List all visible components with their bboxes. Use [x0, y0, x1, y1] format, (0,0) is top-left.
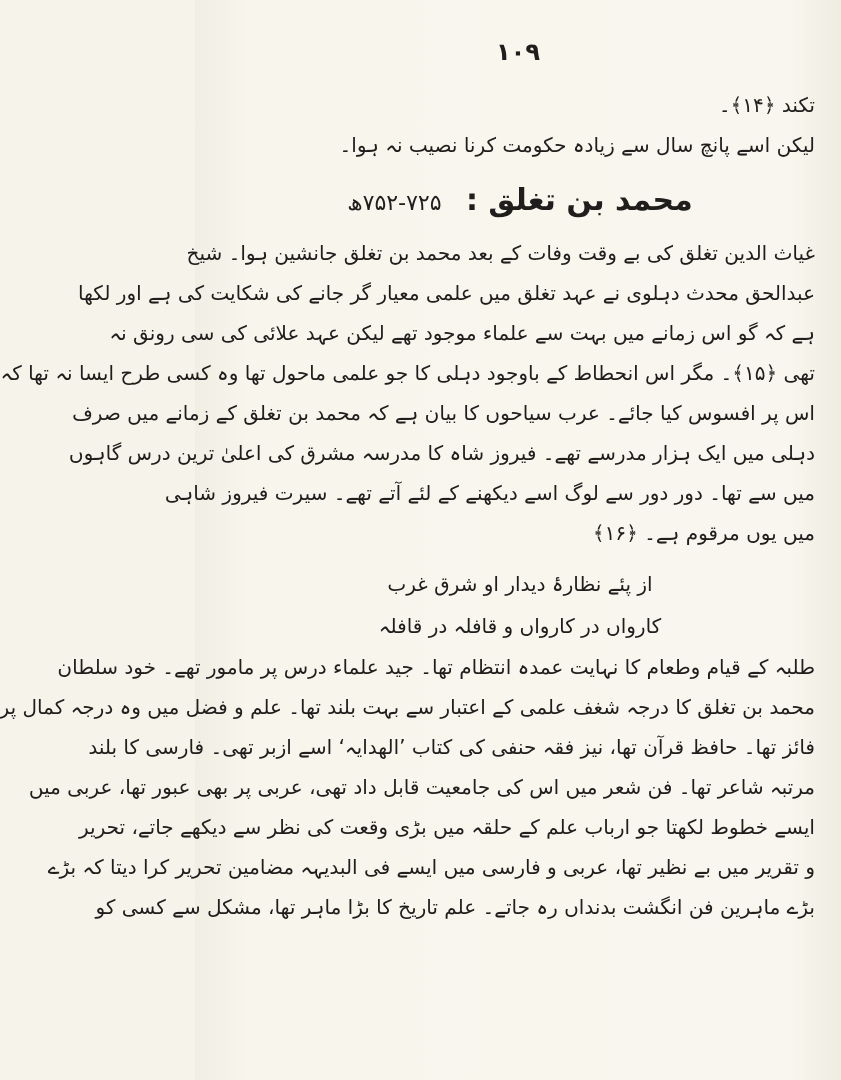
- page-number: ١٠٩: [496, 38, 540, 66]
- heading-title: محمد بن تغلق :: [465, 183, 693, 218]
- text-line: محمد بن تغلق کا درجہ شغف علمی کے اعتبار سے بہت بلند تھا۔ علم و فضل میں وہ درجہ کمال پر: [0, 695, 815, 719]
- text-line: میں سے تھا۔ دور دور سے لوگ اسے دیکھنے کے لئے آتے تھے۔ سیرت فیروز شاہی: [164, 481, 815, 505]
- text-line: فائز تھا۔ حافظ قرآن تھا، نیز فقہ حنفی کی کتاب ’الھدایہ‘ اسے ازبر تھی۔ فارسی کا بلند: [88, 735, 815, 759]
- text-line: عبدالحق محدث دہلوی نے عہد تغلق میں علمی معیار گر جانے کی شکایت کی ہے اور لکھا: [77, 281, 815, 305]
- section-heading: [225, 173, 815, 229]
- verse-line: از پئے نظارۂ دیدار او شرق غرب: [387, 572, 653, 596]
- text-line: بڑے ماہرین فن انگشت بدنداں رہ جاتے۔ علم تاریخ کا بڑا ماہر تھا، مشکل سے کسی کو: [95, 895, 815, 919]
- verse-line: کارواں در کارواں و قافلہ در قافلہ: [378, 614, 662, 638]
- text-line: ہے کہ گو اس زمانے میں بہت سے علماء موجود تھے لیکن عہد علائی کی سی رونق نہ: [109, 321, 815, 345]
- text-line: دہلی میں ایک ہزار مدرسے تھے۔ فیروز شاہ کا مدرسہ مشرق کی اعلیٰ ترین درس گاہوں: [68, 441, 815, 465]
- text-line: ایسے خطوط لکھتا جو ارباب علم کے حلقہ میں بڑی وقعت کی نظر سے دیکھے جاتے، تحریر: [79, 815, 815, 839]
- text-line: تکند ﴿۱۴﴾۔: [718, 93, 815, 117]
- heading-dates: ۷۲۵-۷۵۲ھ: [347, 191, 442, 216]
- text-line: تھی ﴿۱۵﴾۔ مگر اس انحطاط کے باوجود دہلی کا جو علمی ماحول تھا وہ کسی طرح ایسا نہ تھا کہ: [0, 361, 815, 385]
- text-line: لیکن اسے پانچ سال سے زیادہ حکومت کرنا نصیب نہ ہوا۔: [339, 133, 815, 157]
- verse-block: [225, 563, 815, 647]
- paragraph: [0, 647, 815, 927]
- text-line: مرتبہ شاعر تھا۔ فن شعر میں اس کی جامعیت قابل داد تھی، عربی پر بھی عبور تھا، عربی میں: [28, 775, 815, 799]
- page-content: [0, 85, 815, 927]
- text-line: و تقریر میں بے نظیر تھا، عربی و فارسی میں ایسے فی البدیہہ مضامین تحریر کرا دیتا کہ بڑے: [47, 855, 815, 879]
- text-line: غیاث الدین تغلق کی بے وقت وفات کے بعد محمد بن تغلق جانشین ہوا۔ شیخ: [186, 241, 815, 265]
- text-line: طلبہ کے قیام وطعام کا نہایت عمدہ انتظام تھا۔ جید علماء درس پر مامور تھے۔ خود سلطان: [57, 655, 815, 679]
- text-line: اس پر افسوس کیا جائے۔ عرب سیاحوں کا بیان ہے کہ محمد بن تغلق کے زمانے میں صرف: [72, 401, 815, 425]
- paragraph: [0, 233, 815, 553]
- text-line: میں یوں مرقوم ہے۔ ﴿۱۶﴾: [592, 521, 815, 545]
